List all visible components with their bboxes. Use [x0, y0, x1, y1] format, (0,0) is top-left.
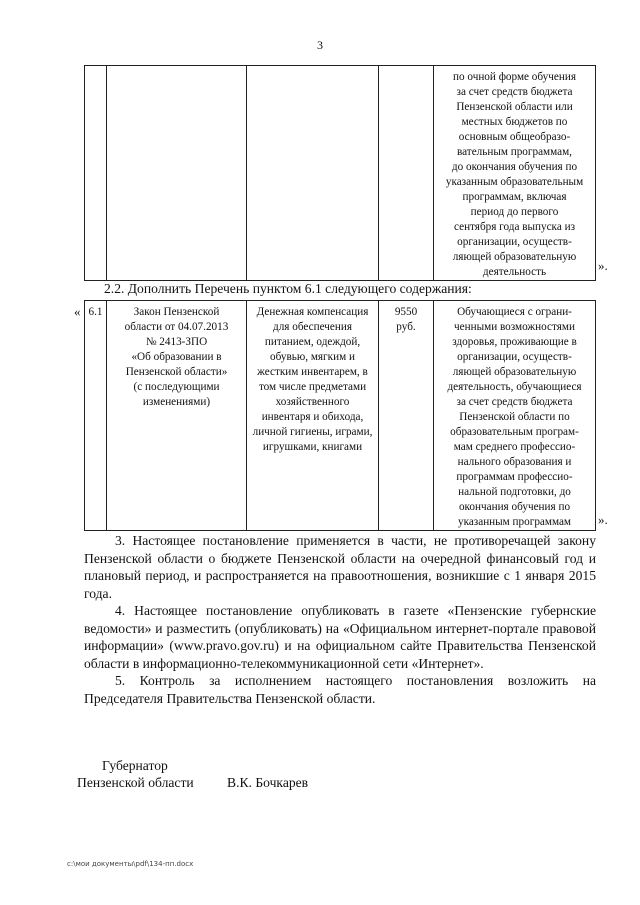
cell-num: 6.1: [85, 301, 107, 531]
opening-quote: «: [74, 304, 81, 319]
cell-recipients: [434, 66, 596, 281]
closing-quote: ».: [598, 258, 608, 273]
cell-law: Закон Пензенской области от 04.07.2013 № 2413-ЗПО «Об образовании в Пензенской области» (с последующими изменениями): [107, 301, 247, 531]
table-continued: [84, 65, 596, 281]
cell-benefit: [247, 66, 379, 281]
signature-region: Пензенской области: [77, 775, 194, 790]
recipients-text: по очной форме обучения за счет средств бюджета Пензенской области или местных бюджетов по основным общеобразо- вательным программам, до окончания обучения по указанным образовательным программам, включая период до первого сентября года выпуска из организации, осуществ- ляющей образовательную деятельность: [445, 71, 584, 278]
cell-num: [85, 66, 107, 281]
item-2-2-heading: 2.2. Дополнить Перечень пунктом 6.1 следующего содержания:: [104, 281, 472, 296]
cell-benefit: Денежная компенсация для обеспечения питанием, одеждой, обувью, мягким и жестким инвентарем, в том числе предметами хозяйственного инвентаря и обихода, личной гигиены, играми, игрушками, книгами: [247, 301, 379, 531]
paragraph-5: 5. Контроль за исполнением настоящего постановления возложить на Председателя Правительства Пензенской области.: [84, 673, 596, 706]
closing-quote: ».: [598, 512, 608, 527]
table-item-6-1: [84, 300, 596, 531]
signature-title: Губернатор: [102, 758, 168, 773]
cell-law: [107, 66, 247, 281]
page-number: 3: [317, 38, 323, 52]
table-row: [85, 301, 596, 531]
cell-recipients: Обучающиеся с ограни- ченными возможностями здоровья, проживающие в организации, осуществ- ляющей образовательную деятельность, обучающиеся за счет средств бюджета Пензенской области по образовательным програм- мам среднего профессио- нального образования и программам профессио- нальной подготовки, до окончания обучения по указанным программам: [434, 301, 596, 531]
file-path: c:\мои документы\pdf\134-пп.docx: [67, 860, 194, 868]
signature-name: В.К. Бочкарев: [227, 775, 309, 790]
table-row: [85, 66, 596, 281]
cell-amount: [379, 66, 434, 281]
paragraph-4: 4. Настоящее постановление опубликовать в газете «Пензенские губернские ведомости» и разместить (опубликовать) на «Официальном интернет-портале правовой информации» (www.pravo.gov.ru) и на официальном сайте Правительства Пензенской области в информационно-телекоммуникационной сети «Интернет».: [84, 603, 596, 671]
paragraph-3: 3. Настоящее постановление применяется в части, не противоречащей закону Пензенской области о бюджете Пензенской области на очередной финансовый год и плановый период, и распространяется на правоотношения, возникшие с 1 января 2015 года.: [84, 533, 596, 601]
cell-amount: 9550 руб.: [379, 301, 434, 531]
